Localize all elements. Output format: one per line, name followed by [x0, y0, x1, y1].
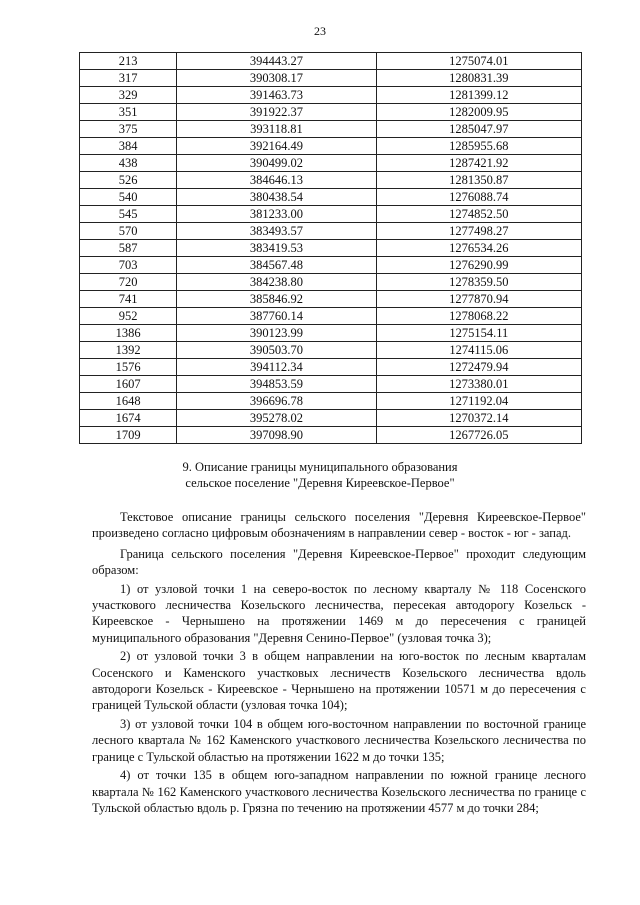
- point-number-cell: 213: [80, 53, 177, 70]
- point-number-cell: 526: [80, 172, 177, 189]
- point-number-cell: 317: [80, 70, 177, 87]
- table-row: [80, 427, 582, 444]
- x-coordinate-cell: 390308.17: [177, 70, 376, 87]
- point-number-cell: 1386: [80, 325, 177, 342]
- paragraph-item-1: 1) от узловой точки 1 на северо-восток по лесному кварталу № 118 Сосенского участкового лесничества Козельского лесничества, пересекая автодорогу Козельск - Киреевское - Чернышено на протяжении 1469 м до пересечения с границей муниципального образования "Деревня Сенино-Первое" (узловая точка 3);: [92, 581, 586, 645]
- y-coordinate-cell: 1272479.94: [376, 359, 581, 376]
- y-coordinate-cell: 1276088.74: [376, 189, 581, 206]
- point-number-cell: 587: [80, 240, 177, 257]
- table-row: [80, 274, 582, 291]
- x-coordinate-cell: 391922.37: [177, 104, 376, 121]
- y-coordinate-cell: 1282009.95: [376, 104, 581, 121]
- coordinates-table-body: [80, 53, 582, 444]
- y-coordinate-cell: 1273380.01: [376, 376, 581, 393]
- x-coordinate-cell: 394443.27: [177, 53, 376, 70]
- point-number-cell: 329: [80, 87, 177, 104]
- y-coordinate-cell: 1287421.92: [376, 155, 581, 172]
- paragraph-item-4: 4) от точки 135 в общем юго-западном направлении по южной границе лесного квартала № 162 Каменского участкового лесничества Козельского лесничества по границе с Тульской областью вдоль р. Грязна по течению на протяжении 4577 м до точки 284;: [92, 768, 586, 815]
- y-coordinate-cell: 1276290.99: [376, 257, 581, 274]
- y-coordinate-cell: 1276534.26: [376, 240, 581, 257]
- paragraph-item-3: 3) от узловой точки 104 в общем юго-восточном направлении по восточной границе лесного квартала № 162 Каменского участкового лесничества Козельского лесничества по границе с Тульской областью на протяжении 1622 м до точки 135;: [92, 716, 586, 764]
- table-row: [80, 359, 582, 376]
- table-row: [80, 291, 582, 308]
- y-coordinate-cell: 1285955.68: [376, 138, 581, 155]
- coordinates-table: [79, 52, 582, 444]
- point-number-cell: 952: [80, 308, 177, 325]
- point-number-cell: 375: [80, 121, 177, 138]
- y-coordinate-cell: 1274852.50: [376, 206, 581, 223]
- table-row: [80, 206, 582, 223]
- y-coordinate-cell: 1271192.04: [376, 393, 581, 410]
- x-coordinate-cell: 383493.57: [177, 223, 376, 240]
- x-coordinate-cell: 384238.80: [177, 274, 376, 291]
- x-coordinate-cell: 394112.34: [177, 359, 376, 376]
- y-coordinate-cell: 1280831.39: [376, 70, 581, 87]
- point-number-cell: 545: [80, 206, 177, 223]
- section-title-line-1: 9. Описание границы муниципального образования: [182, 460, 458, 474]
- table-row: [80, 308, 582, 325]
- table-row: [80, 138, 582, 155]
- table-row: [80, 87, 582, 104]
- table-row: [80, 376, 582, 393]
- y-coordinate-cell: 1277870.94: [376, 291, 581, 308]
- table-row: [80, 342, 582, 359]
- x-coordinate-cell: 384567.48: [177, 257, 376, 274]
- point-number-cell: 1709: [80, 427, 177, 444]
- x-coordinate-cell: 390499.02: [177, 155, 376, 172]
- y-coordinate-cell: 1285047.97: [376, 121, 581, 138]
- table-row: [80, 104, 582, 121]
- y-coordinate-cell: 1270372.14: [376, 410, 581, 427]
- table-row: [80, 393, 582, 410]
- paragraph-intro: Текстовое описание границы сельского поселения "Деревня Киреевское-Первое" произведено согласно цифровым обозначениям в направлении север - восток - юг - запад.: [92, 510, 586, 541]
- x-coordinate-cell: 383419.53: [177, 240, 376, 257]
- point-number-cell: 741: [80, 291, 177, 308]
- point-number-cell: 540: [80, 189, 177, 206]
- point-number-cell: 1607: [80, 376, 177, 393]
- table-row: [80, 121, 582, 138]
- y-coordinate-cell: 1278359.50: [376, 274, 581, 291]
- table-row: [80, 155, 582, 172]
- point-number-cell: 1648: [80, 393, 177, 410]
- y-coordinate-cell: 1275074.01: [376, 53, 581, 70]
- x-coordinate-cell: 381233.00: [177, 206, 376, 223]
- body-text: [92, 509, 586, 818]
- point-number-cell: 351: [80, 104, 177, 121]
- x-coordinate-cell: 390123.99: [177, 325, 376, 342]
- point-number-cell: 720: [80, 274, 177, 291]
- table-row: [80, 172, 582, 189]
- y-coordinate-cell: 1278068.22: [376, 308, 581, 325]
- x-coordinate-cell: 396696.78: [177, 393, 376, 410]
- x-coordinate-cell: 390503.70: [177, 342, 376, 359]
- point-number-cell: 438: [80, 155, 177, 172]
- table-row: [80, 189, 582, 206]
- x-coordinate-cell: 387760.14: [177, 308, 376, 325]
- table-row: [80, 53, 582, 70]
- table-row: [80, 325, 582, 342]
- table-row: [80, 70, 582, 87]
- point-number-cell: 1576: [80, 359, 177, 376]
- section-title-line-2: сельское поселение "Деревня Киреевское-Первое": [185, 476, 455, 490]
- y-coordinate-cell: 1274115.06: [376, 342, 581, 359]
- y-coordinate-cell: 1281350.87: [376, 172, 581, 189]
- page-number: 23: [314, 24, 326, 38]
- x-coordinate-cell: 384646.13: [177, 172, 376, 189]
- point-number-cell: 1392: [80, 342, 177, 359]
- x-coordinate-cell: 380438.54: [177, 189, 376, 206]
- table-row: [80, 410, 582, 427]
- x-coordinate-cell: 393118.81: [177, 121, 376, 138]
- x-coordinate-cell: 392164.49: [177, 138, 376, 155]
- x-coordinate-cell: 385846.92: [177, 291, 376, 308]
- x-coordinate-cell: 395278.02: [177, 410, 376, 427]
- y-coordinate-cell: 1281399.12: [376, 87, 581, 104]
- x-coordinate-cell: 391463.73: [177, 87, 376, 104]
- section-title: [0, 459, 640, 491]
- table-row: [80, 240, 582, 257]
- y-coordinate-cell: 1267726.05: [376, 427, 581, 444]
- x-coordinate-cell: 397098.90: [177, 427, 376, 444]
- table-row: [80, 257, 582, 274]
- point-number-cell: 703: [80, 257, 177, 274]
- paragraph-item-2: 2) от узловой точки 3 в общем направлении на юго-восток по лесным кварталам Сосенского и Каменского участковых лесничеств Козельского лесничества вдоль автодороги Козельск - Киреевское - Чернышено на протяжении 10571 м до пересечения с границей Тульской области (узловая точка 104);: [92, 649, 586, 713]
- point-number-cell: 1674: [80, 410, 177, 427]
- paragraph-boundary-lead: Граница сельского поселения "Деревня Киреевское-Первое" проходит следующим образом:: [92, 546, 586, 578]
- table-row: [80, 223, 582, 240]
- x-coordinate-cell: 394853.59: [177, 376, 376, 393]
- point-number-cell: 384: [80, 138, 177, 155]
- y-coordinate-cell: 1277498.27: [376, 223, 581, 240]
- point-number-cell: 570: [80, 223, 177, 240]
- y-coordinate-cell: 1275154.11: [376, 325, 581, 342]
